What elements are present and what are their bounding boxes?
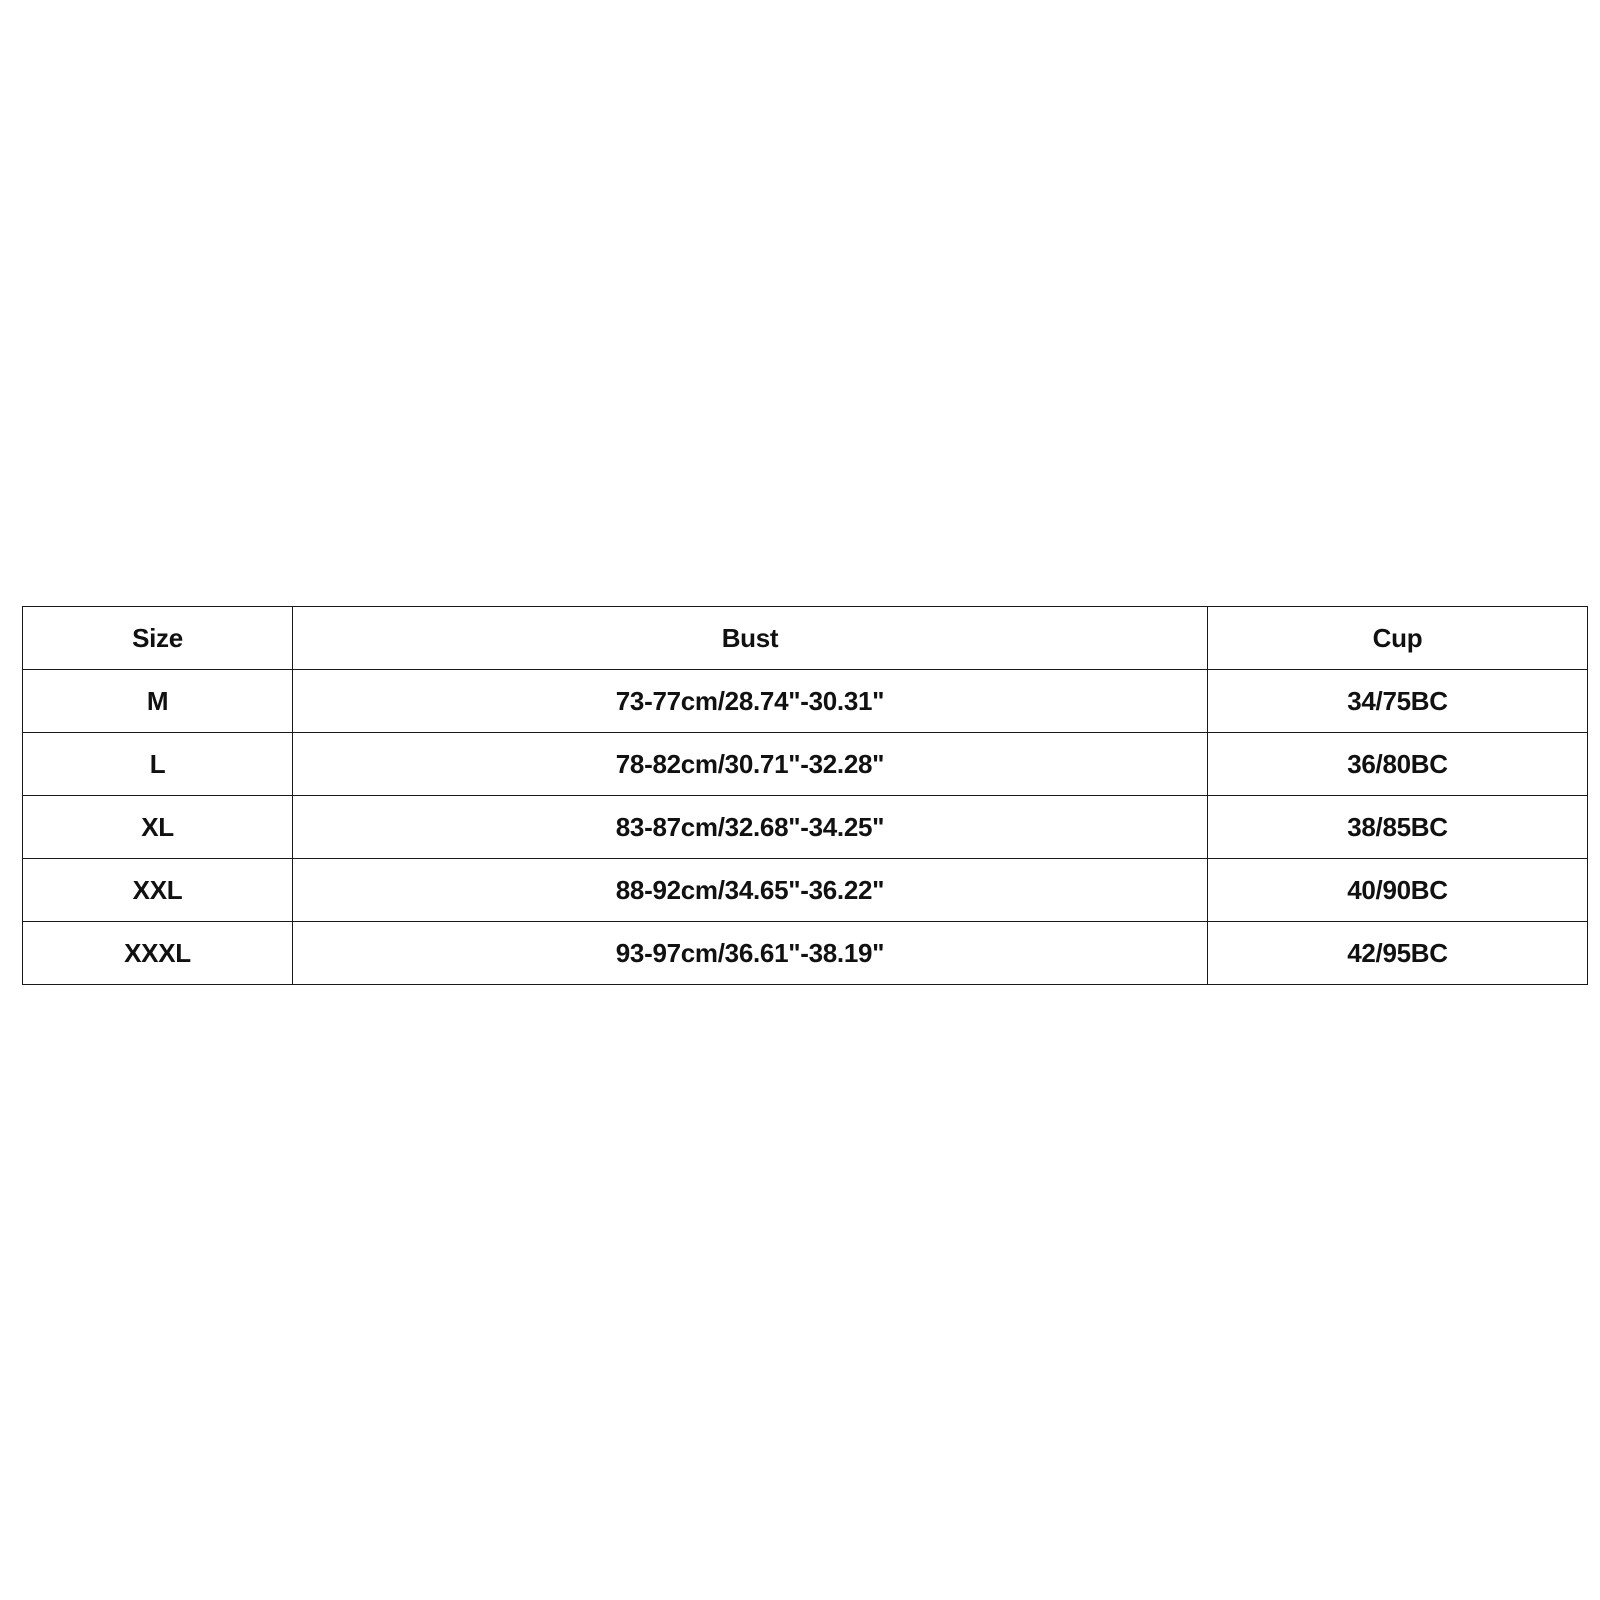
size-cell: XXXL	[23, 922, 293, 985]
bust-cell: 78-82cm/30.71"-32.28"	[293, 733, 1208, 796]
bust-cell: 73-77cm/28.74"-30.31"	[293, 670, 1208, 733]
bust-cell: 88-92cm/34.65"-36.22"	[293, 859, 1208, 922]
cup-cell: 36/80BC	[1208, 733, 1588, 796]
size-cell: XL	[23, 796, 293, 859]
table-header-row	[23, 607, 1588, 670]
table-row	[23, 670, 1588, 733]
size-chart-table	[22, 606, 1588, 985]
cup-cell: 42/95BC	[1208, 922, 1588, 985]
table-row	[23, 796, 1588, 859]
table-row	[23, 859, 1588, 922]
bust-cell: 83-87cm/32.68"-34.25"	[293, 796, 1208, 859]
size-cell: L	[23, 733, 293, 796]
size-cell: XXL	[23, 859, 293, 922]
column-header-bust: Bust	[293, 607, 1208, 670]
column-header-cup: Cup	[1208, 607, 1588, 670]
size-cell: M	[23, 670, 293, 733]
column-header-size: Size	[23, 607, 293, 670]
cup-cell: 38/85BC	[1208, 796, 1588, 859]
cup-cell: 40/90BC	[1208, 859, 1588, 922]
cup-cell: 34/75BC	[1208, 670, 1588, 733]
table-row	[23, 733, 1588, 796]
table-row	[23, 922, 1588, 985]
bust-cell: 93-97cm/36.61"-38.19"	[293, 922, 1208, 985]
